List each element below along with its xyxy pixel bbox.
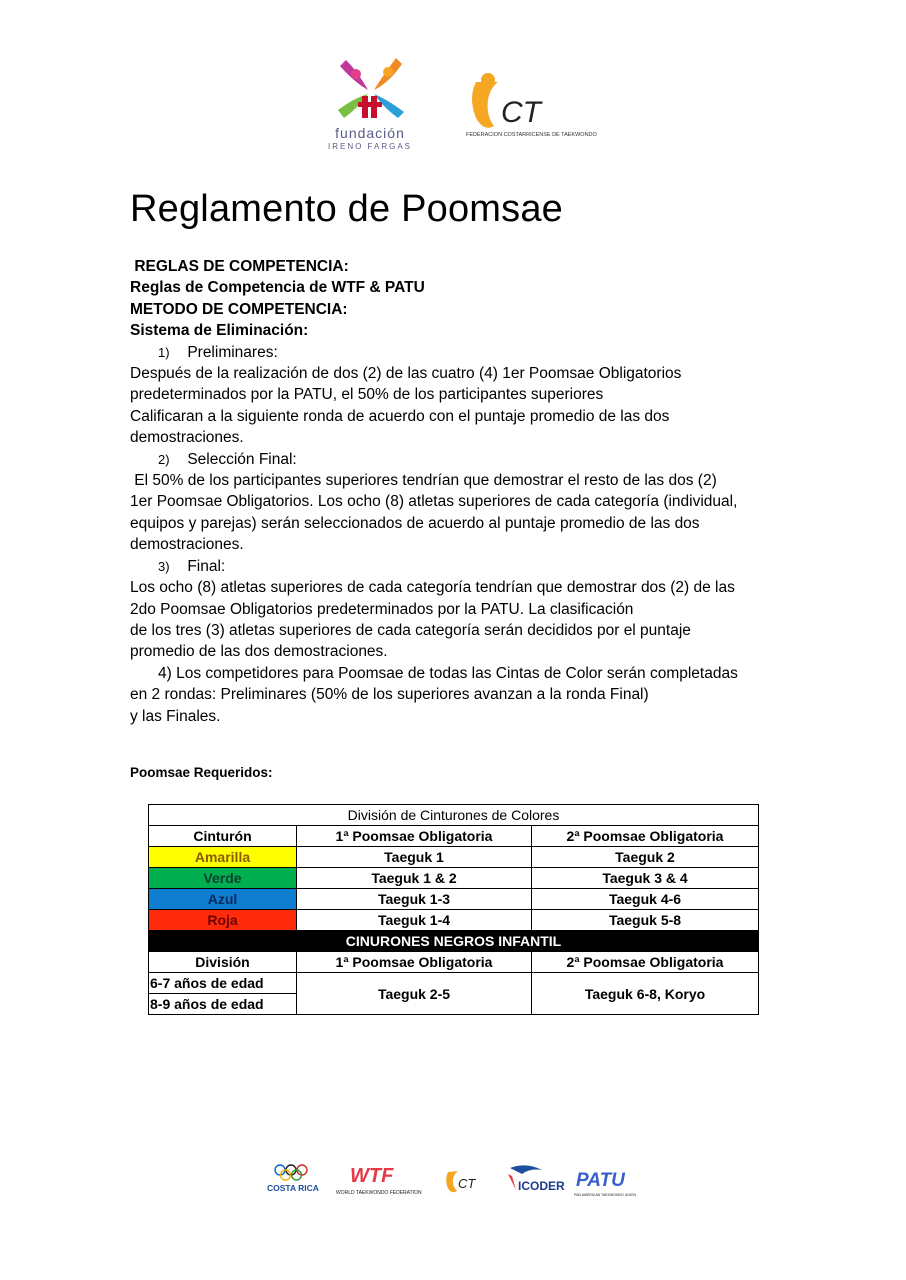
table-header: 2ª Poomsae Obligatoria: [532, 952, 759, 973]
black-belt-title: CINURONES NEGROS INFANTIL: [149, 931, 759, 952]
belt-cell-roja: Roja: [149, 910, 297, 931]
table-title: División de Cinturones de Colores: [149, 805, 759, 826]
fct-text: CT: [501, 96, 541, 129]
wtf-logo: [336, 1165, 422, 1196]
heading-wtf-patu: Reglas de Competencia de WTF & PATU: [130, 279, 425, 297]
header-logos: [318, 52, 597, 152]
poomsae-1-cell: Taeguk 2-5: [297, 973, 532, 1015]
belt-cell-verde: Verde: [149, 868, 297, 889]
heading-sistema: Sistema de Eliminación:: [130, 322, 309, 340]
wtf-subtext: WORLD TAEKWONDO FEDERATION: [336, 1190, 422, 1196]
section-line: Los ocho (8) atletas superiores de cada categoría tendrían que demostrar dos (2) de las: [130, 579, 735, 597]
poomsae-2-cell: Taeguk 3 & 4: [532, 868, 759, 889]
poomsae-1-cell: Taeguk 1-3: [297, 889, 532, 910]
poomsae-1-cell: Taeguk 1 & 2: [297, 868, 532, 889]
poomsae-1-cell: Taeguk 1-4: [297, 910, 532, 931]
point-4-line: y las Finales.: [130, 707, 221, 725]
table-header: 1ª Poomsae Obligatoria: [297, 826, 532, 847]
icoder-logo: [508, 1165, 565, 1193]
heading-reglas: REGLAS DE COMPETENCIA:: [134, 258, 349, 275]
table-row: [149, 889, 759, 910]
section-title-2: 2) Selección Final:: [158, 450, 297, 468]
section-line: El 50% de los participantes superiores tendrían que demostrar el resto de las dos (2): [130, 472, 717, 490]
poomsae-table: [148, 804, 759, 1015]
section-line: equipos y parejas) serán seleccionados de acuerdo al puntaje promedio de las dos: [130, 514, 700, 532]
division-cell: 6-7 años de edad: [149, 973, 297, 994]
table-header: División: [149, 952, 297, 973]
page-title: Reglamento de Poomsae: [130, 188, 564, 230]
poomsae-2-cell: Taeguk 5-8: [532, 910, 759, 931]
table-header: 2ª Poomsae Obligatoria: [532, 826, 759, 847]
fct-small-text: CT: [458, 1176, 476, 1191]
poomsae-2-cell: Taeguk 6-8, Koryo: [532, 973, 759, 1015]
fct-logo: [466, 73, 598, 138]
division-cell: 8-9 años de edad: [149, 994, 297, 1015]
fct-subtext: FEDERACION COSTARRICENSE DE TAEKWONDO: [466, 132, 597, 138]
section-line: de los tres (3) atletas superiores de cada categoría serán decididos por el puntaje: [130, 621, 691, 639]
section-line: 2do Poomsae Obligatorios predeterminados por la PATU. La clasificación: [130, 600, 634, 618]
section-line: predeterminados por la PATU, el 50% de los participantes superiores: [130, 386, 604, 404]
poomsae-1-cell: Taeguk 1: [297, 847, 532, 868]
table-header: 1ª Poomsae Obligatoria: [297, 952, 532, 973]
poomsae-2-cell: Taeguk 4-6: [532, 889, 759, 910]
patu-text: PATU: [576, 1170, 625, 1191]
poomsae-2-cell: Taeguk 2: [532, 847, 759, 868]
section-line: demostraciones.: [130, 429, 244, 447]
section-line: promedio de las dos demostraciones.: [130, 643, 388, 661]
footer-logos: [264, 1160, 642, 1202]
patu-logo: [574, 1170, 637, 1197]
costa-rica-text: COSTA RICA: [267, 1183, 319, 1193]
required-label: Poomsae Requeridos:: [130, 765, 273, 780]
section-line: Después de la realización de dos (2) de las cuatro (4) 1er Poomsae Obligatorios: [130, 365, 682, 383]
section-title-3: 3) Final:: [158, 557, 226, 575]
belt-cell-azul: Azul: [149, 889, 297, 910]
fundacion-subtext: IRENO FARGAS: [327, 142, 413, 151]
belt-cell-amarilla: Amarilla: [149, 847, 297, 868]
section-title-1: 1) Preliminares:: [158, 343, 278, 361]
icoder-text: ICODER: [518, 1179, 565, 1193]
heading-metodo: METODO DE COMPETENCIA:: [130, 300, 348, 318]
table-header: Cinturón: [149, 826, 297, 847]
point-4-line: en 2 rondas: Preliminares (50% de los superiores avanzan a la ronda Final): [130, 686, 649, 704]
wtf-text: WTF: [350, 1165, 394, 1187]
fundacion-logo: [328, 58, 412, 151]
section-line: 1er Poomsae Obligatorios. Los ocho (8) atletas superiores de cada categoría (individual,: [130, 493, 738, 511]
fundacion-text: fundación: [335, 125, 405, 141]
rules-body: [130, 256, 790, 727]
costa-rica-olympic-logo: [267, 1165, 319, 1193]
section-line: demostraciones.: [130, 536, 244, 554]
table-row: [149, 973, 759, 994]
point-4-line: 4) Los competidores para Poomsae de todas las Cintas de Color serán completadas: [158, 664, 738, 682]
section-line: Calificaran a la siguiente ronda de acuerdo con el puntaje promedio de las dos: [130, 407, 670, 425]
table-row: [149, 847, 759, 868]
patu-subtext: PAN AMERICAN TAEKWONDO UNION: [574, 1193, 637, 1197]
table-row: [149, 910, 759, 931]
table-row: [149, 868, 759, 889]
fct-small-logo: [446, 1171, 476, 1192]
